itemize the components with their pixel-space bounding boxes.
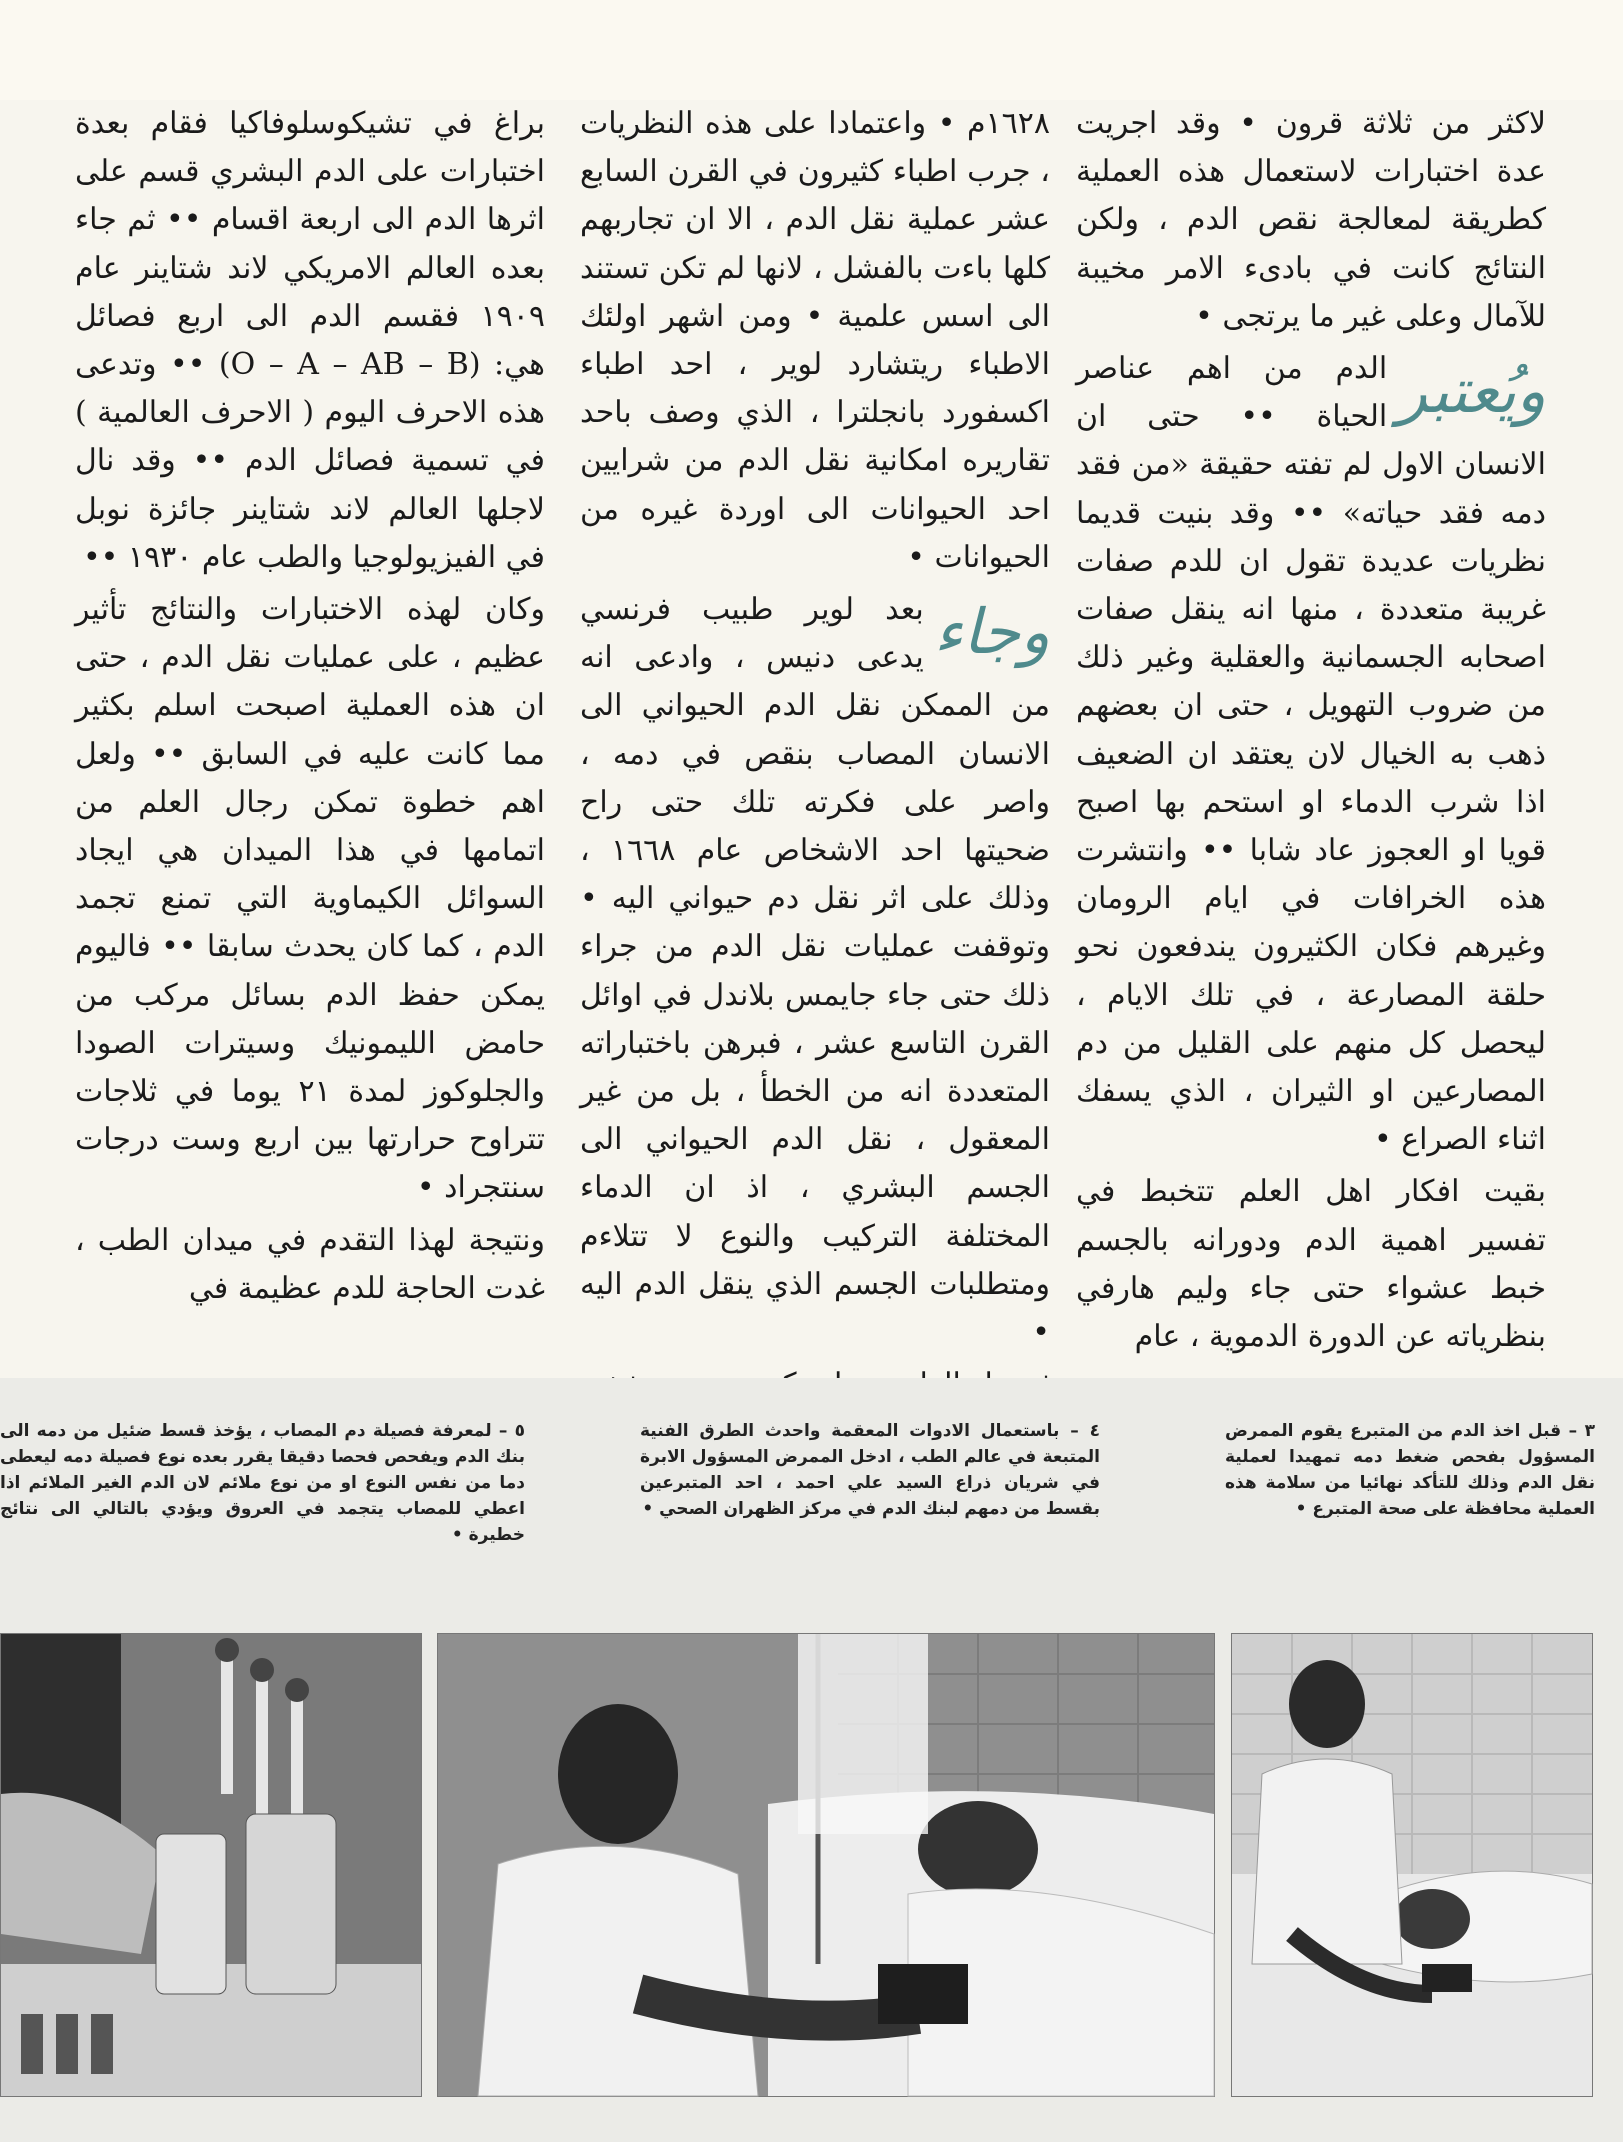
article-column-middle [580,100,1050,1351]
caption-photo-4: ٤ – باستعمال الادوات المعقمة واحدث الطرق الفنية المتبعة في عالم الطب ، ادخل الممرض المسؤول الابرة في شريان ذراع السيد علي احمد ، احد المتبرعين بقسط من دمهم لبنك الدم في مركز الظهران الصحي • [640,1421,1100,1519]
photo-illustration [1,1634,421,2096]
paragraph: بقيت افكار اهل العلم تتخبط في تفسير اهمية الدم ودورانه بالجسم خبط عشواء حتى جاء وليم هارفي بنظرياته عن الدورة الدموية ، عام [1076,1174,1546,1355]
photo-illustration [1232,1634,1592,2096]
drop-cap-word: وجاء [933,595,1050,669]
paragraph: وكان لهذه الاختبارات والنتائج تأثير عظيم ، على عمليات نقل الدم ، حتى ان هذه العملية اصبحت اسلم بكثير مما كانت عليه في السابق •• ولعل اهم خطوة تمكن رجال العلم من اتمامها في هذا الميدان هي ايجاد السوائل الكيماوية التي تمنع تجمد الدم ، كما كان يحدث سابقا •• فاليوم يمكن حفظ الدم بسائل مركب من حامض الليمونيك وسيترات الصودا والجلوكوز لمدة ٢١ يوما في ثلاجات تتراوح حرارتها بين اربع وست درجات سنتجراد • [75,592,545,1206]
paragraph: ١٦٢٨م • واعتمادا على هذه النظريات ، جرب اطباء كثيرون في القرن السابع عشر عملية نقل الدم ، الا ان تجاربهم كلها باءت بالفشل ، لانها لم تكن تستند الى اسس علمية • ومن اشهر اولئك الاطباء ريتشارد لوير ، احد اطباء اكسفورد بانجلترا ، الذي وصف باحد تقاريره امكانية نقل الدم من شرايين احد الحيوانات الى اوردة غيره من الحيوانات • [580,106,1050,575]
paragraph: براغ في تشيكوسلوفاكيا فقام بعدة اختبارات على الدم البشري قسم على اثرها الدم الى اربعة اقسام •• ثم جاء بعده العالم الامريكي لاند شتاينر عام ١٩٠٩ فقسم الدم الى اربع فصائل هي: (O – A – AB – B) •• وتدعى هذه الاحرف اليوم ( الاحرف العالمية ) في تسمية فصائل الدم •• وقد نال لاجلها العالم لاند شتاينر جائزة نوبل في الفيزيولوجيا والطب عام ١٩٣٠ •• [75,106,545,575]
drop-cap-word: ويُعتبر [1397,354,1546,428]
paragraph [1076,345,1546,1164]
paragraph: لاكثر من ثلاثة قرون • وقد اجريت عدة اختبارات لاستعمال هذه العملية كطريقة لمعالجة نقص الدم ، ولكن النتائج كانت في بادىء الامر مخيبة للآمال وعلى غير ما يرتجى • [1076,106,1546,334]
caption-photo-3: ٣ – قبل اخذ الدم من المتبرع يقوم الممرض المسؤول بفحص ضغط دمه تمهيدا لعملية نقل الدم وذلك للتأكد نهائيا من سلامة هذه العملية محافظة على صحة المتبرع • [1225,1421,1595,1519]
paragraph-text: الدم من اهم عناصر الحياة •• حتى ان الانسان الاول لم تفته حقيقة «من فقد دمه فقد حياته» •• وقد بنيت قديما نظريات عديدة تقول ان للدم صفات غريبة متعددة ، منها انه ينقل صفات اصحابه الجسمانية والعقلية وغير ذلك من ضروب التهويل ، حتى ان بعضهم ذهب به الخيال لان يعتقد ان الضعيف اذا شرب الدماء او استحم بها اصبح قويا او العجوز عاد شابا •• وانتشرت هذه الخرافات في ايام الرومان وغيرهم فكان الكثيرون يندفعون نحو حلقة المصارعة ، في تلك الايام ، ليحصل كل منهم على القليل من دم المصارعين او الثيران ، الذي يسفك اثناء الصراع • [1076,351,1546,1158]
photo-blood-pressure-check [1231,1633,1593,2097]
photo-blood-bank [0,1633,422,2097]
top-margin [0,0,1623,100]
caption-photo-5: ٥ – لمعرفة فصيلة دم المصاب ، يؤخذ قسط ضئيل من دمه الى بنك الدم ويفحص فحصا دقيقا يقرر بعده نوع فصيلة دمه ليعطى دما من نفس النوع او من نوع ملائم لان الدم الغير الملائم اذا اعطي للمصاب يتجمد في العروق ويؤدي بالتالي الى نتائج خطيرة • [0,1421,525,1545]
paragraph: ونتيجة لهذا التقدم في ميدان الطب ، غدت الحاجة للدم عظيمة في [75,1222,545,1306]
article-column-left [75,100,545,1340]
photo-donor-needle [437,1633,1215,2097]
article-column-right [1076,100,1546,1355]
paragraph [580,586,1050,1357]
paragraph-text: بعد لوير طبيب فرنسي يدعى دنيس ، وادعى انه من الممكن نقل الدم الحيواني الى الانسان المصاب بنقص في دمه ، واصر على فكرته تلك حتى راح ضحيتها احد الاشخاص عام ١٦٦٨ ، وذلك على اثر نقل دم حيواني اليه • وتوقفت عمليات نقل الدم من جراء ذلك حتى جاء جايمس بلاندل في اوائل القرن التاسع عشر ، فبرهن باختباراته المتعددة انه من الخطأ ، بل من غير المعقول ، نقل الدم الحيواني الى الجسم البشري ، اذ ان الدماء المختلفة التركيب والنوع لا تتلاءم ومتطلبات الجسم الذي ينقل الدم اليه • [580,592,1050,1351]
photo-illustration [438,1634,1214,2096]
